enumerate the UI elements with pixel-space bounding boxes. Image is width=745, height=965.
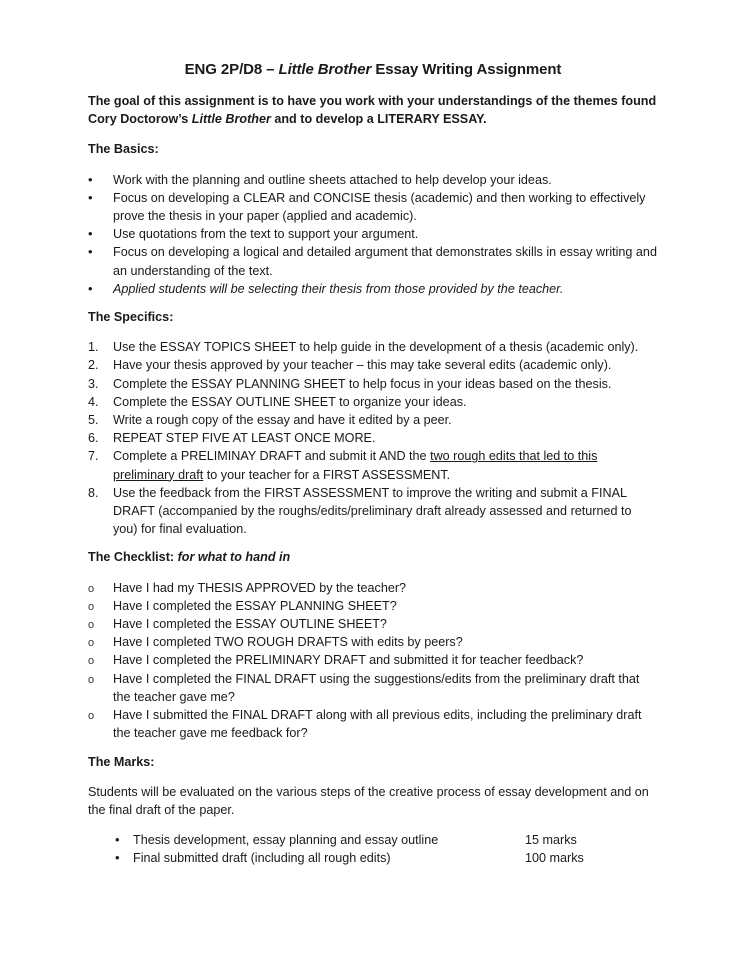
checklist-item <box>88 597 658 615</box>
title-prefix: ENG 2P/D8 – <box>184 61 279 78</box>
list-item-text: Focus on developing a logical and detailed argument that demonstrates skills in essay writing and an understanding of the text. <box>113 245 657 278</box>
item-number: 6. <box>88 431 99 446</box>
bullet-icon <box>88 189 102 207</box>
basics-heading: The Basics: <box>88 142 159 157</box>
title-book-name: Little Brother <box>278 61 372 78</box>
list-item <box>88 171 658 189</box>
intro-text-1: The goal of this assignment is to have you work with your understandings of the themes found Cory Doctorow’s <box>88 94 657 127</box>
checklist-heading-italic: for what to hand in <box>177 550 291 565</box>
document-page <box>88 60 658 878</box>
checklist-item-text: Have I completed TWO ROUGH DRAFTS with edits by peers? <box>113 635 463 650</box>
checklist-item-text: Have I completed the ESSAY OUTLINE SHEET? <box>113 617 387 632</box>
checklist-heading-text: The Checklist: <box>88 550 178 565</box>
checklist-item-text: Have I completed the ESSAY PLANNING SHEET? <box>113 598 397 613</box>
underlined-text: two rough edits that led to this preliminary draft <box>113 449 598 482</box>
checklist-item-text: Have I completed the FINAL DRAFT using the suggestions/edits from the preliminary draft that the teacher gave me? <box>113 671 640 704</box>
checklist-item <box>88 651 658 669</box>
item-number: 8. <box>88 485 99 500</box>
list-item-text: Complete a PRELIMINAY DRAFT and submit it AND the <box>113 449 431 464</box>
circle-bullet-icon <box>88 615 102 634</box>
circle-bullet-icon <box>88 706 102 725</box>
title-suffix: Essay Writing Assignment <box>371 61 562 78</box>
specifics-list <box>88 338 658 538</box>
marks-list <box>115 831 658 867</box>
list-item <box>88 429 658 447</box>
bullet-icon <box>115 831 129 849</box>
document-title <box>88 60 658 80</box>
marks-description: Students will be evaluated on the various steps of the creative process of essay development and on the final draft of the paper. <box>88 784 649 817</box>
checklist-item <box>88 670 658 706</box>
list-item <box>88 338 658 356</box>
checklist-item <box>88 579 658 597</box>
list-item-text: Focus on developing a CLEAR and CONCISE thesis (academic) and then working to effectively prove the thesis in your paper (applied and academic). <box>113 190 646 224</box>
circle-bullet-icon <box>88 651 102 670</box>
list-item-text: REPEAT STEP FIVE AT LEAST ONCE MORE. <box>113 431 376 446</box>
intro-book-name: Little Brother <box>191 112 271 127</box>
circle-bullet-icon <box>88 579 102 598</box>
list-item-text: Use the ESSAY TOPICS SHEET to help guide in the development of a thesis (academic only). <box>113 340 639 355</box>
list-item-text: Applied students will be selecting their thesis from those provided by the teacher. <box>113 281 564 296</box>
marks-item-value: 100 marks <box>525 851 584 866</box>
list-item <box>88 484 658 539</box>
list-item <box>88 375 658 393</box>
list-item <box>88 189 658 225</box>
marks-item-label: Thesis development, essay planning and essay outline <box>133 833 439 848</box>
marks-item <box>115 831 658 849</box>
checklist-item-text: Have I completed the PRELIMINARY DRAFT and submitted it for teacher feedback? <box>113 653 584 668</box>
list-item-text: Write a rough copy of the essay and have it edited by a peer. <box>113 413 452 428</box>
item-number: 5. <box>88 413 99 428</box>
item-number: 1. <box>88 340 99 355</box>
item-number: 7. <box>88 449 99 464</box>
bullet-icon <box>88 225 102 243</box>
marks-item <box>115 849 658 867</box>
checklist <box>88 579 658 743</box>
list-item <box>88 411 658 429</box>
intro-text-2: and to develop a LITERARY ESSAY. <box>270 112 487 127</box>
specifics-heading: The Specifics: <box>88 310 174 325</box>
list-item-text: to your teacher for a FIRST ASSESSMENT. <box>203 467 451 482</box>
list-item-text: Have your thesis approved by your teacher – this may take several edits (academic only). <box>113 358 612 373</box>
list-item-text: Use quotations from the text to support your argument. <box>113 227 419 242</box>
list-item <box>88 225 658 243</box>
marks-item-value: 15 marks <box>525 833 577 848</box>
checklist-item-text: Have I submitted the FINAL DRAFT along with all previous edits, including the preliminary draft the teacher gave me feedback for? <box>113 708 642 741</box>
list-item-text: Use the feedback from the FIRST ASSESSMENT to improve the writing and submit a FINAL DRAFT (accompanied by the roughs/edits/preliminary draft already assessed and returned to you) for final evaluation. <box>113 485 632 537</box>
checklist-item <box>88 706 658 742</box>
basics-list <box>88 171 658 298</box>
bullet-icon <box>88 243 102 261</box>
bullet-icon <box>88 171 102 189</box>
item-number: 3. <box>88 376 99 391</box>
circle-bullet-icon <box>88 633 102 652</box>
marks-heading: The Marks: <box>88 754 155 769</box>
marks-item-label: Final submitted draft (including all rough edits) <box>133 851 391 866</box>
circle-bullet-icon <box>88 670 102 689</box>
list-item <box>88 447 658 483</box>
list-item <box>88 393 658 411</box>
checklist-item <box>88 615 658 633</box>
list-item <box>88 243 658 279</box>
item-number: 2. <box>88 358 99 373</box>
list-item <box>88 356 658 374</box>
checklist-item <box>88 633 658 651</box>
checklist-item-text: Have I had my THESIS APPROVED by the teacher? <box>113 580 407 595</box>
bullet-icon <box>88 280 102 298</box>
list-item-text: Work with the planning and outline sheets attached to help develop your ideas. <box>113 172 552 187</box>
intro-paragraph <box>88 92 658 128</box>
list-item-text: Complete the ESSAY OUTLINE SHEET to organize your ideas. <box>113 394 467 409</box>
checklist-heading <box>88 548 658 566</box>
item-number: 4. <box>88 394 99 409</box>
list-item-text: Complete the ESSAY PLANNING SHEET to help focus in your ideas based on the thesis. <box>113 376 612 391</box>
bullet-icon <box>115 849 129 867</box>
list-item <box>88 280 658 298</box>
circle-bullet-icon <box>88 597 102 616</box>
